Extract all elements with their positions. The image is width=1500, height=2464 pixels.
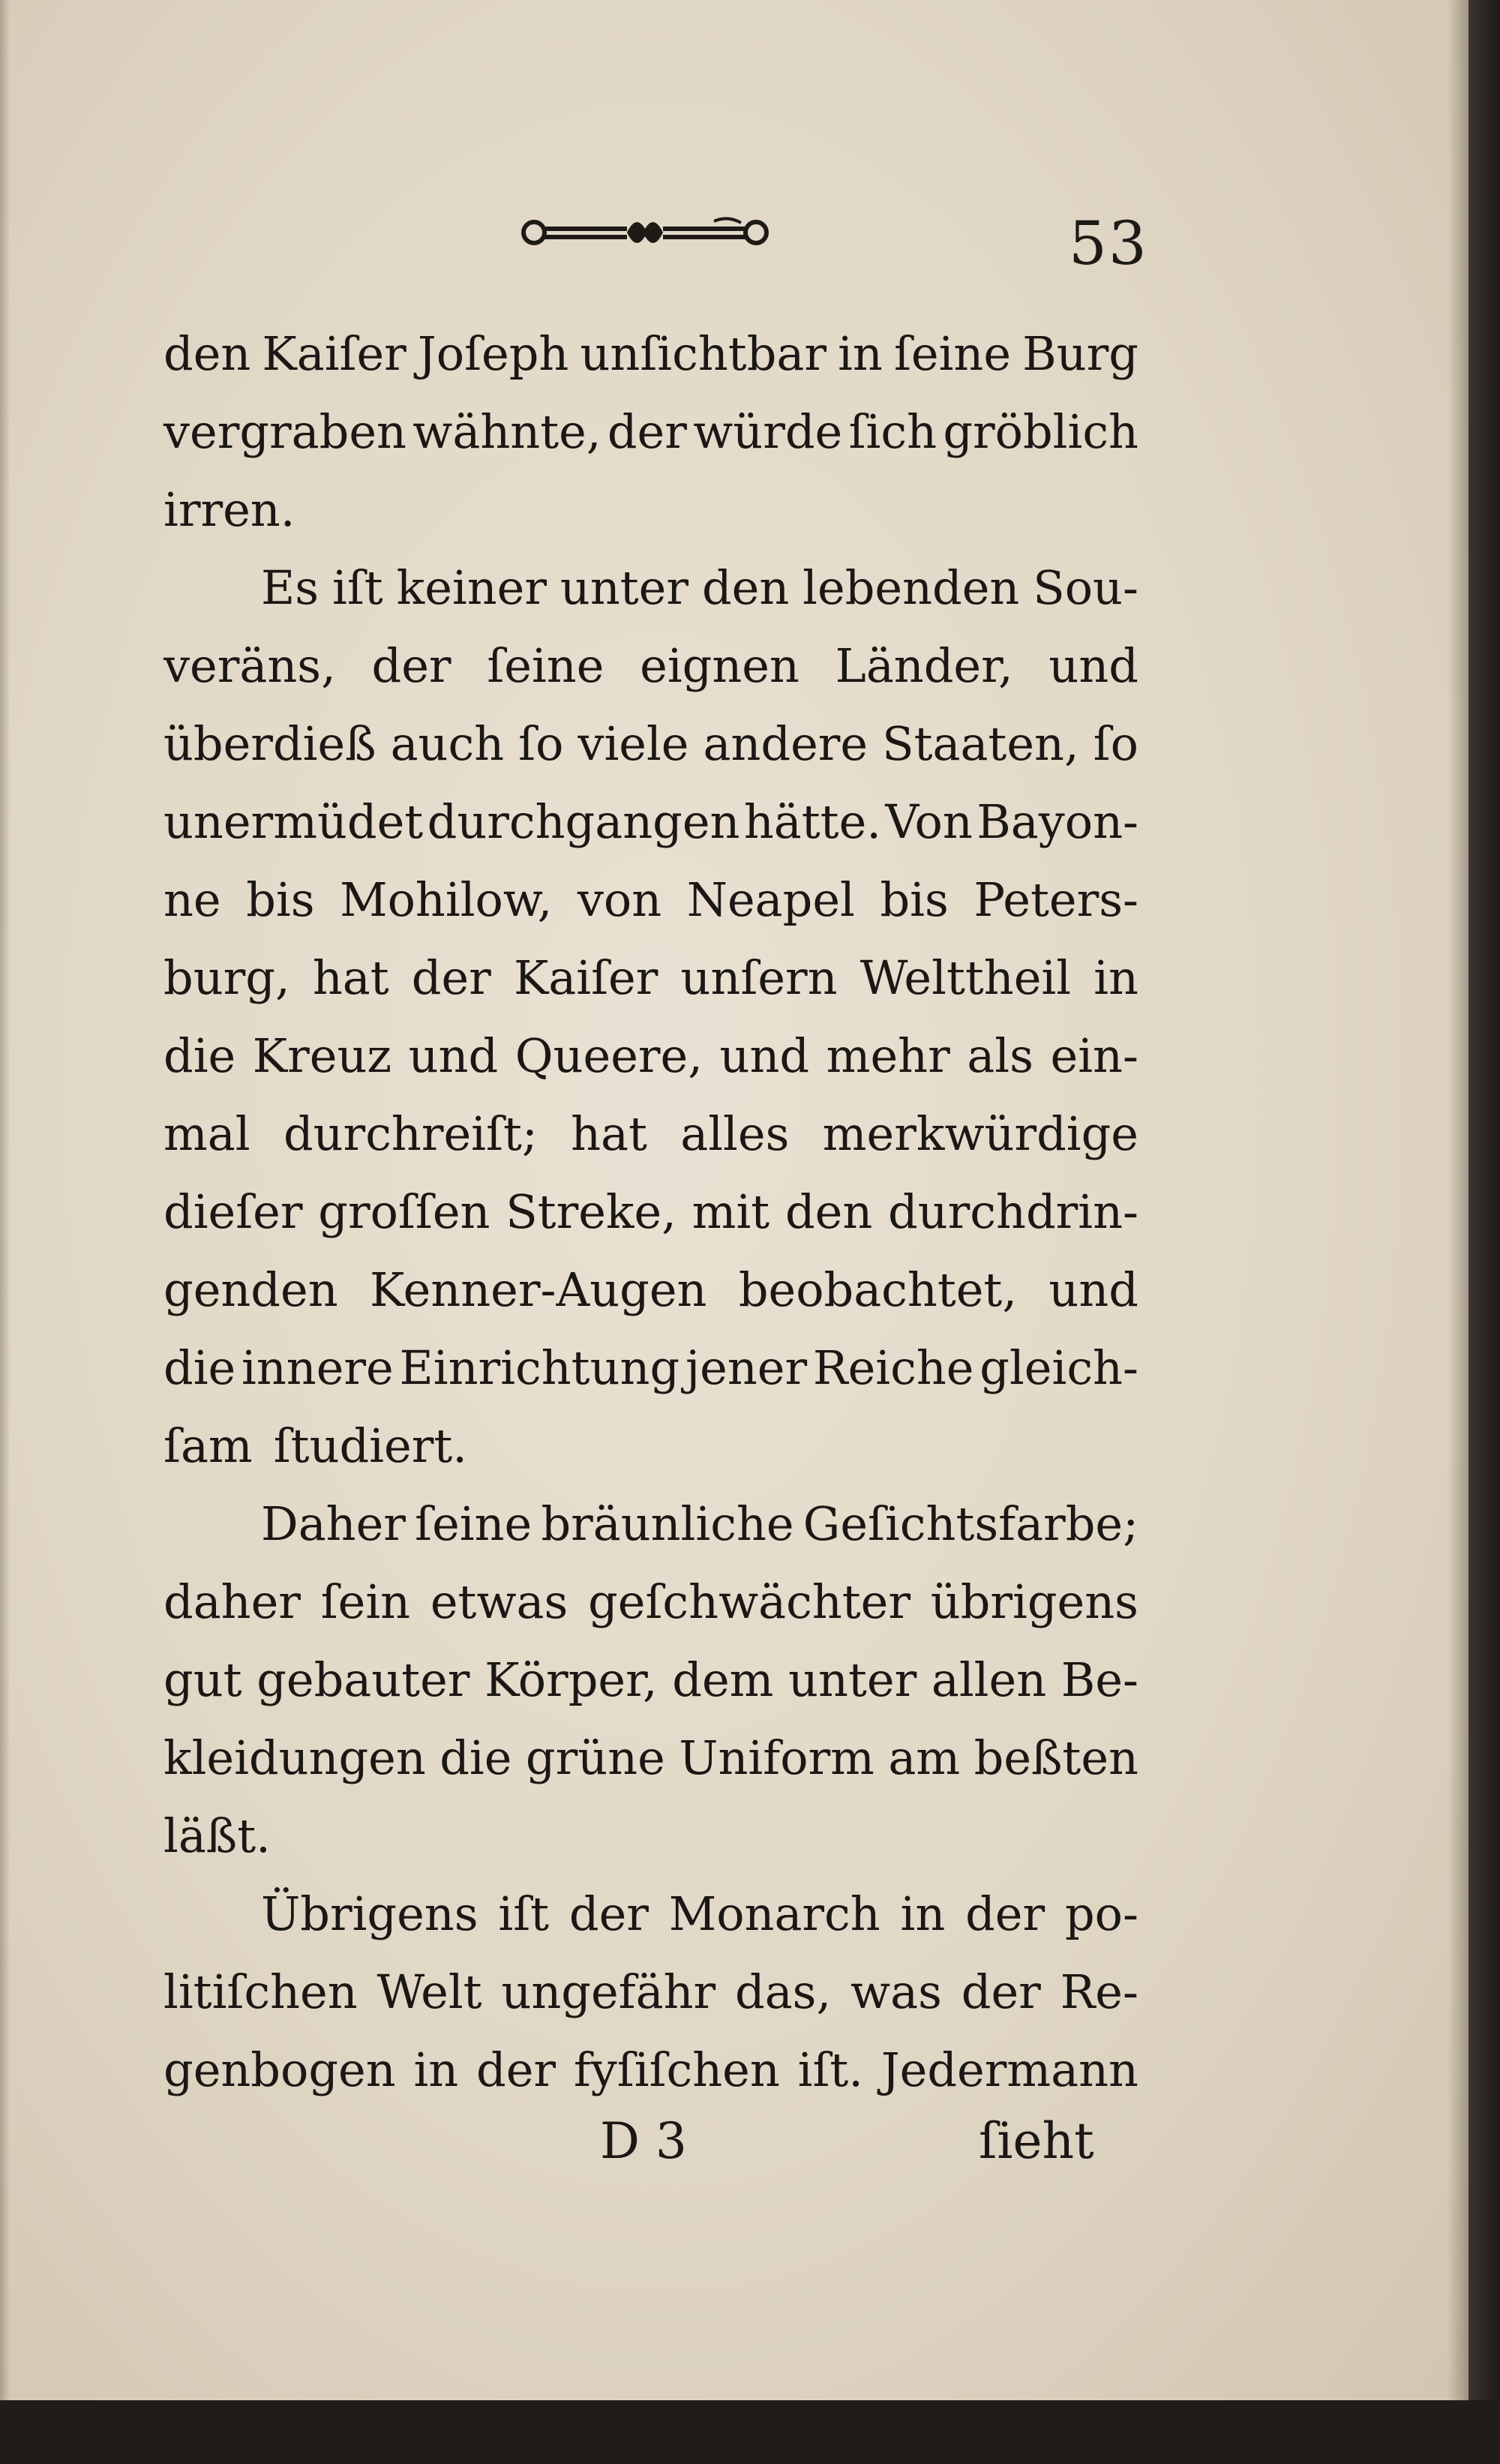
word: alles <box>680 1106 790 1161</box>
word: unermüdet <box>164 794 424 849</box>
text-line <box>164 1329 1138 1407</box>
word: durchdrin- <box>888 1184 1138 1239</box>
word: in <box>838 326 883 381</box>
word: überdieß <box>164 716 376 771</box>
word: merkwürdige <box>822 1106 1138 1161</box>
word: beobachtet, <box>738 1262 1018 1317</box>
word: Staaten, <box>882 716 1079 771</box>
word: po- <box>1064 1886 1138 1941</box>
word: groſſen <box>318 1184 490 1239</box>
word: iſt <box>332 560 383 615</box>
word: allen <box>931 1652 1047 1707</box>
text-line <box>164 549 1138 627</box>
word: was <box>850 1964 942 2019</box>
word: Sou- <box>1033 560 1138 615</box>
book-spine <box>1468 0 1500 2464</box>
page-number: 53 <box>1069 209 1148 278</box>
word: Jedermann <box>880 2042 1138 2097</box>
word: ſam <box>164 1418 253 1473</box>
word: vergraben <box>164 404 406 459</box>
word: eignen <box>640 638 800 693</box>
page-left-edge <box>0 0 10 2400</box>
word: Burg <box>1022 326 1138 381</box>
word: grüne <box>525 1730 665 1785</box>
word: Be- <box>1060 1652 1138 1707</box>
word: Queere, <box>514 1028 703 1083</box>
signature-mark: D 3 <box>600 2112 687 2170</box>
word: Kreuz <box>252 1028 392 1083</box>
text-line <box>164 1875 1138 1953</box>
word: unter <box>788 1652 917 1707</box>
word: jener <box>685 1340 808 1395</box>
word: ſtudiert. <box>273 1418 467 1473</box>
word: daher <box>164 1574 301 1629</box>
catchword: ſieht <box>979 2112 1094 2170</box>
word: dem <box>672 1652 774 1707</box>
word: den <box>784 1184 873 1239</box>
word: wähnte, <box>412 404 602 459</box>
word: das, <box>735 1964 832 2019</box>
word: übrigens <box>930 1574 1138 1629</box>
scan-background <box>0 2400 1500 2464</box>
word: Mohilow, <box>340 872 553 927</box>
text-line <box>164 861 1138 939</box>
word: die <box>164 1028 236 1083</box>
word: ſeine <box>487 638 604 693</box>
word: veräns, <box>164 638 336 693</box>
word: Bayon- <box>976 794 1138 849</box>
word: viele <box>578 716 689 771</box>
text-line <box>164 1017 1138 1095</box>
word: von <box>577 872 662 927</box>
word: keiner <box>396 560 547 615</box>
word: ungefähr <box>501 1964 716 2019</box>
word: Kaiſer <box>262 326 406 381</box>
word: die <box>440 1730 512 1785</box>
header-ornament-icon <box>518 206 772 259</box>
word: irren. <box>164 482 296 537</box>
word: Es <box>261 560 320 615</box>
text-line <box>164 1251 1138 1329</box>
word: Re- <box>1060 1964 1138 2019</box>
word: iſt. <box>797 2042 864 2097</box>
word: den <box>701 560 790 615</box>
text-line <box>164 1173 1138 1251</box>
word: Von <box>885 794 973 849</box>
word: Uniform <box>679 1730 874 1785</box>
page-footer <box>0 2100 1468 2183</box>
word: ein- <box>1050 1028 1138 1083</box>
word: hat <box>571 1106 647 1161</box>
word: Monarch <box>668 1886 880 1941</box>
word: unſichtbar <box>580 326 826 381</box>
word: Geſichtsfarbe; <box>802 1496 1138 1551</box>
word: ſein <box>320 1574 411 1629</box>
text-line <box>164 315 1138 393</box>
word: würde <box>693 404 843 459</box>
word: burg, <box>164 950 290 1005</box>
word: Welt <box>376 1964 482 2019</box>
word: Länder, <box>835 638 1013 693</box>
text-line <box>164 393 1138 471</box>
word: Streke, <box>506 1184 676 1239</box>
word: der <box>965 1886 1046 1941</box>
word: mit <box>692 1184 770 1239</box>
word: und <box>408 1028 499 1083</box>
text-line <box>164 1563 1138 1641</box>
word: ſo <box>1093 716 1138 771</box>
text-line <box>164 627 1138 705</box>
word: der <box>371 638 452 693</box>
word: ne <box>164 872 221 927</box>
word: durchreiſt; <box>283 1106 538 1161</box>
word: gebauter <box>256 1652 470 1707</box>
word: Kaiſer <box>513 950 658 1005</box>
text-line <box>164 1953 1138 2031</box>
text-line <box>164 1485 1138 1563</box>
word: der <box>961 1964 1041 2019</box>
word: bräunliche <box>541 1496 794 1551</box>
word: in <box>1094 950 1138 1005</box>
word: Welttheil <box>860 950 1072 1005</box>
word: Neapel <box>686 872 855 927</box>
word: der <box>411 950 491 1005</box>
text-line <box>164 1407 1138 1485</box>
word: unter <box>560 560 689 615</box>
word: in <box>413 2042 459 2097</box>
word: die <box>164 1340 236 1395</box>
word: ſich <box>848 404 937 459</box>
word: Reiche <box>812 1340 974 1395</box>
word: ſo <box>518 716 564 771</box>
word: beßten <box>974 1730 1138 1785</box>
text-line <box>164 939 1138 1017</box>
word: Übrigens <box>261 1886 478 1941</box>
word: geſchwächter <box>588 1574 911 1629</box>
word: ſeine <box>415 1496 532 1551</box>
word: dieſer <box>164 1184 303 1239</box>
word: Kenner-Augen <box>369 1262 707 1317</box>
body-text <box>164 315 1138 2109</box>
word: mal <box>164 1106 250 1161</box>
text-line <box>164 1095 1138 1173</box>
word: litiſchen <box>164 1964 358 2019</box>
word: Körper, <box>484 1652 658 1707</box>
word: und <box>719 1028 810 1083</box>
word: auch <box>390 716 505 771</box>
word: genden <box>164 1262 338 1317</box>
word: gut <box>164 1652 242 1707</box>
word: läßt. <box>164 1808 271 1863</box>
word: etwas <box>430 1574 568 1629</box>
page-gutter-shadow <box>1448 0 1468 2400</box>
word: am <box>888 1730 961 1785</box>
word: bis <box>246 872 315 927</box>
text-line <box>164 783 1138 861</box>
word: genbogen <box>164 2042 396 2097</box>
word: fyſiſchen <box>573 2042 780 2097</box>
word: durchgangen <box>427 794 740 849</box>
word: Daher <box>261 1496 406 1551</box>
word: hätte. <box>743 794 881 849</box>
word: in <box>900 1886 946 1941</box>
word: Einrichtung <box>399 1340 680 1395</box>
word: als <box>967 1028 1034 1083</box>
word: hat <box>312 950 389 1005</box>
word: unſern <box>680 950 838 1005</box>
word: andere <box>703 716 868 771</box>
word: iſt <box>498 1886 550 1941</box>
word: lebenden <box>802 560 1020 615</box>
word: und <box>1048 1262 1138 1317</box>
word: Joſeph <box>417 326 569 381</box>
word: und <box>1048 638 1138 693</box>
text-line <box>164 705 1138 783</box>
text-line <box>164 1797 1138 1875</box>
word: den <box>164 326 251 381</box>
word: der <box>607 404 687 459</box>
word: der <box>568 1886 649 1941</box>
word: ſeine <box>893 326 1012 381</box>
word: der <box>476 2042 556 2097</box>
text-line <box>164 2031 1138 2109</box>
word: kleidungen <box>164 1730 426 1785</box>
text-line <box>164 471 1138 549</box>
word: gleich- <box>980 1340 1138 1395</box>
word: innere <box>242 1340 394 1395</box>
text-line <box>164 1641 1138 1719</box>
word: Peters- <box>974 872 1138 927</box>
word: bis <box>880 872 949 927</box>
text-line <box>164 1719 1138 1797</box>
word: mehr <box>826 1028 950 1083</box>
word: gröblich <box>943 404 1138 459</box>
